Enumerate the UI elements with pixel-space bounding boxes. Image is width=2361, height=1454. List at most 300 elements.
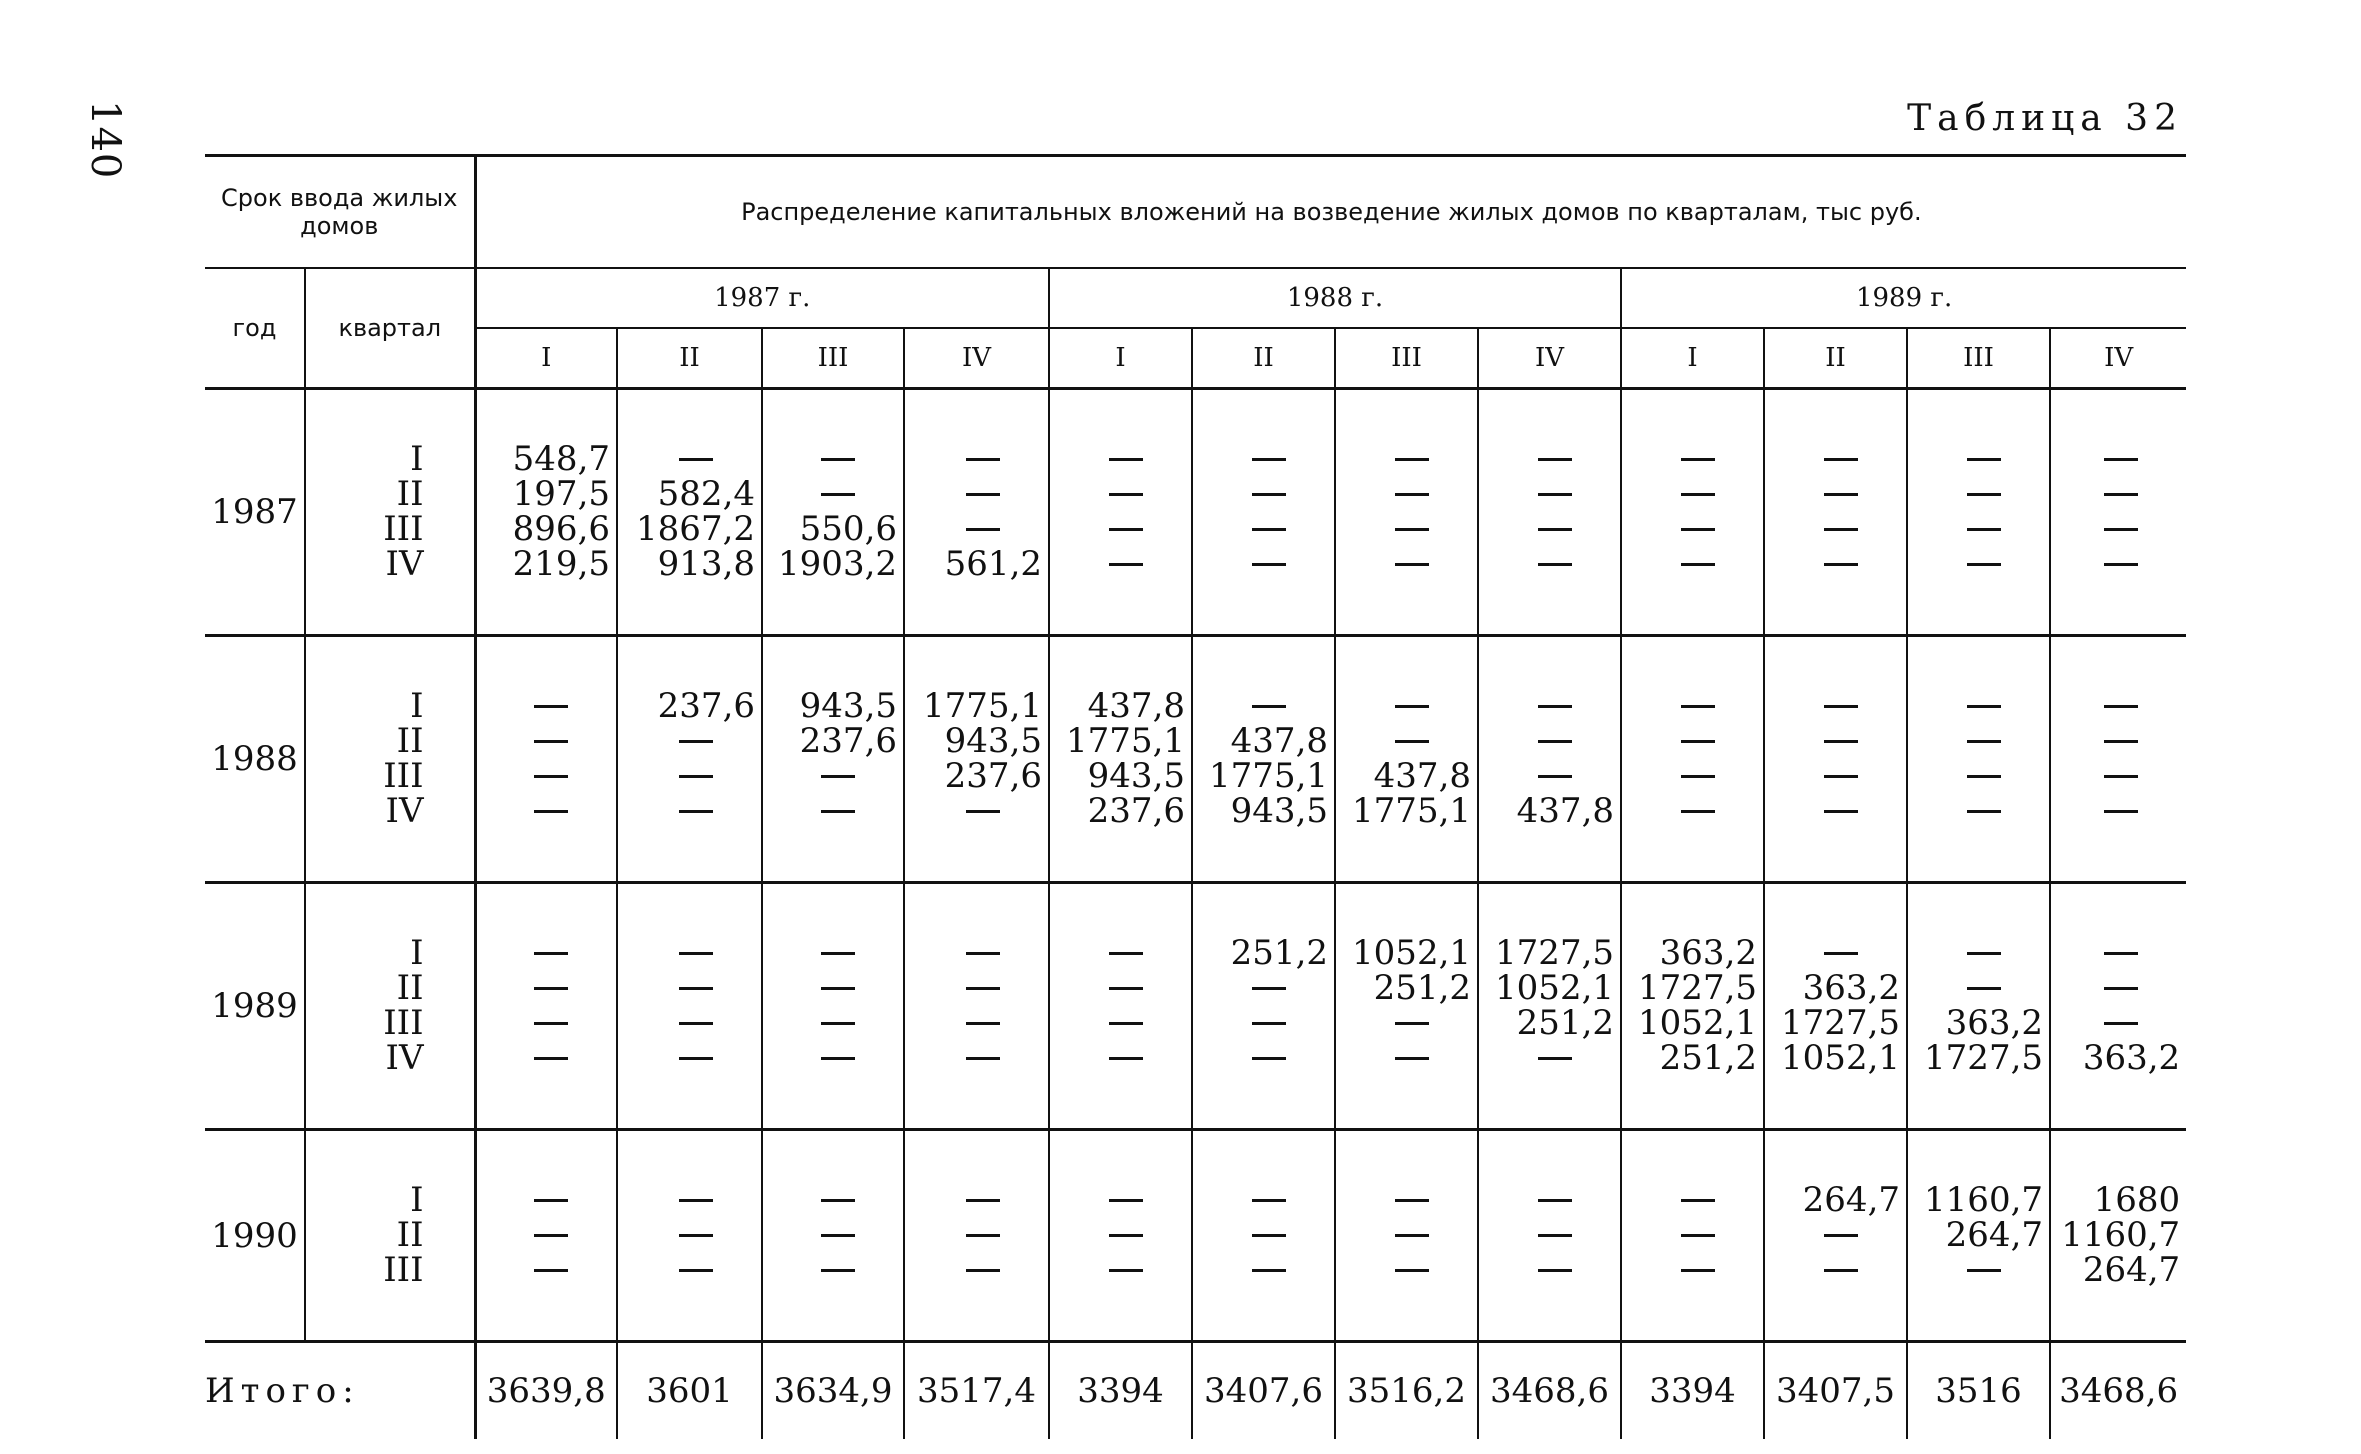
- dash-mark: [1252, 1199, 1286, 1202]
- dash-mark: [1824, 810, 1858, 813]
- year-cell: 1987: [211, 492, 298, 532]
- empty-dash: [1193, 442, 1328, 477]
- dash-mark: [1681, 1269, 1715, 1272]
- empty-dash: [1479, 1183, 1614, 1218]
- dash-mark: [821, 810, 855, 813]
- value-cell: [1478, 896, 1621, 1116]
- quarter-header-6: II: [1192, 328, 1335, 389]
- dash-mark: [679, 1022, 713, 1025]
- empty-dash: [763, 1006, 897, 1041]
- empty-dash: [1336, 477, 1471, 512]
- empty-dash: [1336, 1218, 1471, 1253]
- value-text: 363,2: [2082, 1038, 2181, 1078]
- empty-dash: [1193, 477, 1328, 512]
- value-cell: [1335, 402, 1478, 622]
- value-cell: [1049, 1143, 1192, 1328]
- empty-dash: [1193, 547, 1328, 582]
- empty-dash: [1765, 547, 1900, 582]
- quarter-header-9: I: [1621, 328, 1764, 389]
- value-text: 1775,1: [1066, 721, 1186, 761]
- quarter-header-7: III: [1335, 328, 1478, 389]
- empty-dash: [477, 724, 611, 759]
- empty-dash: [763, 1253, 897, 1288]
- dash-mark: [2104, 563, 2138, 566]
- dash-mark: [534, 1057, 568, 1060]
- empty-dash: [1479, 1041, 1614, 1076]
- empty-dash: [1050, 442, 1185, 477]
- empty-dash: [1050, 1006, 1185, 1041]
- empty-dash: [1908, 1253, 2043, 1288]
- empty-dash: [1765, 759, 1900, 794]
- empty-dash: [1908, 547, 2043, 582]
- empty-dash: [905, 936, 1042, 971]
- value-cell: [904, 402, 1049, 622]
- value-text: 1903,2: [778, 544, 898, 584]
- dash-mark: [821, 987, 855, 990]
- quarter-label: III: [383, 1003, 424, 1043]
- value-cell: [1335, 1143, 1478, 1328]
- empty-dash: [1908, 442, 2043, 477]
- value-cell: [2050, 649, 2186, 869]
- quarter-label: III: [383, 1250, 424, 1290]
- table-title: Таблица 32: [1907, 98, 2183, 139]
- dash-mark: [1681, 458, 1715, 461]
- dash-mark: [1252, 458, 1286, 461]
- dash-mark: [821, 1234, 855, 1237]
- empty-dash: [1479, 724, 1614, 759]
- total-value: 3516,2: [1335, 1342, 1478, 1440]
- empty-dash: [618, 971, 755, 1006]
- empty-dash: [477, 759, 611, 794]
- table-row: [205, 402, 2186, 622]
- dash-mark: [679, 740, 713, 743]
- empty-dash: [1622, 1253, 1757, 1288]
- dash-mark: [1109, 987, 1143, 990]
- empty-dash: [477, 971, 611, 1006]
- dash-mark: [1538, 1199, 1572, 1202]
- dash-mark: [821, 1022, 855, 1025]
- dash-mark: [821, 493, 855, 496]
- quarter-label: IV: [385, 791, 424, 831]
- dash-mark: [966, 810, 1000, 813]
- value-text: 363,2: [1802, 968, 1901, 1008]
- empty-dash: [2051, 794, 2180, 829]
- empty-dash: [1622, 794, 1757, 829]
- value-cell: [1049, 402, 1192, 622]
- dash-mark: [2104, 775, 2138, 778]
- distribution-header: Распределение капитальных вложений на возведение жилых домов по кварталам, тыс руб.: [475, 156, 2186, 269]
- value-text: 437,8: [1230, 721, 1329, 761]
- empty-dash: [1050, 971, 1185, 1006]
- value-cell: [1764, 896, 1907, 1116]
- dash-mark: [1538, 775, 1572, 778]
- value-text: 1680: [2093, 1180, 2181, 1220]
- empty-dash: [618, 1253, 755, 1288]
- dash-mark: [1538, 493, 1572, 496]
- total-value: 3407,5: [1764, 1342, 1907, 1440]
- quarter-header-10: II: [1764, 328, 1907, 389]
- empty-dash: [1908, 794, 2043, 829]
- dash-mark: [1252, 493, 1286, 496]
- totals-label: Итого:: [205, 1371, 360, 1411]
- empty-dash: [1336, 1006, 1471, 1041]
- empty-dash: [477, 1006, 611, 1041]
- empty-dash: [1050, 1041, 1185, 1076]
- empty-dash: [477, 1218, 611, 1253]
- empty-dash: [1336, 1253, 1471, 1288]
- dash-mark: [2104, 987, 2138, 990]
- dash-mark: [1395, 1057, 1429, 1060]
- empty-dash: [2051, 512, 2180, 547]
- quarter-header-5: I: [1049, 328, 1192, 389]
- empty-dash: [1193, 971, 1328, 1006]
- empty-dash: [1765, 477, 1900, 512]
- empty-dash: [763, 759, 897, 794]
- value-text: 437,8: [1087, 686, 1186, 726]
- empty-dash: [905, 794, 1042, 829]
- empty-dash: [618, 1183, 755, 1218]
- value-cell: [475, 649, 617, 869]
- empty-dash: [905, 1041, 1042, 1076]
- value-text: 197,5: [512, 474, 611, 514]
- value-cell: [2050, 1143, 2186, 1328]
- quarter-header-2: II: [617, 328, 762, 389]
- empty-dash: [1765, 936, 1900, 971]
- year-cell: 1989: [211, 986, 298, 1026]
- value-cell: [1764, 402, 1907, 622]
- total-value: 3639,8: [475, 1342, 617, 1440]
- value-cell: [617, 1143, 762, 1328]
- quarter-header-1: I: [475, 328, 617, 389]
- dash-mark: [966, 1022, 1000, 1025]
- empty-dash: [1193, 1218, 1328, 1253]
- quarter-label: III: [383, 756, 424, 796]
- value-text: 943,5: [1230, 791, 1329, 831]
- value-text: 561,2: [944, 544, 1043, 584]
- value-text: 237,6: [799, 721, 898, 761]
- empty-dash: [1908, 759, 2043, 794]
- value-cell: [1478, 649, 1621, 869]
- empty-dash: [1765, 724, 1900, 759]
- dash-mark: [534, 1234, 568, 1237]
- empty-dash: [763, 1218, 897, 1253]
- dash-mark: [1681, 1234, 1715, 1237]
- empty-dash: [1622, 1218, 1757, 1253]
- dash-mark: [534, 775, 568, 778]
- dash-mark: [1538, 740, 1572, 743]
- dash-mark: [1395, 563, 1429, 566]
- empty-dash: [2051, 724, 2180, 759]
- dash-mark: [1395, 528, 1429, 531]
- value-cell: [1192, 402, 1335, 622]
- dash-mark: [1681, 775, 1715, 778]
- empty-dash: [1050, 1253, 1185, 1288]
- dash-mark: [1824, 1269, 1858, 1272]
- value-text: 237,6: [657, 686, 756, 726]
- value-cell: [1764, 649, 1907, 869]
- empty-dash: [618, 759, 755, 794]
- empty-dash: [905, 477, 1042, 512]
- dash-mark: [2104, 493, 2138, 496]
- value-text: 1727,5: [1781, 1003, 1901, 1043]
- empty-dash: [905, 1183, 1042, 1218]
- dash-mark: [1824, 952, 1858, 955]
- dash-mark: [1252, 1234, 1286, 1237]
- empty-dash: [1622, 477, 1757, 512]
- dash-mark: [1538, 528, 1572, 531]
- dash-mark: [2104, 528, 2138, 531]
- dash-mark: [534, 705, 568, 708]
- data-table-container: [205, 154, 2185, 1439]
- dash-mark: [1109, 563, 1143, 566]
- dash-mark: [1538, 563, 1572, 566]
- value-cell: [762, 402, 904, 622]
- value-cell: [1335, 649, 1478, 869]
- empty-dash: [763, 442, 897, 477]
- quarter-list: [305, 402, 475, 622]
- empty-dash: [2051, 547, 2180, 582]
- dash-mark: [1395, 1269, 1429, 1272]
- empty-dash: [1622, 759, 1757, 794]
- quarter-header-12: IV: [2050, 328, 2186, 389]
- dash-mark: [679, 775, 713, 778]
- dash-mark: [1824, 458, 1858, 461]
- dash-mark: [679, 810, 713, 813]
- dash-mark: [1967, 705, 2001, 708]
- dash-mark: [821, 1269, 855, 1272]
- capital-investment-table: [205, 154, 2186, 1439]
- dash-mark: [1824, 705, 1858, 708]
- value-text: 1775,1: [1209, 756, 1329, 796]
- dash-mark: [821, 1199, 855, 1202]
- value-cell: [1335, 896, 1478, 1116]
- empty-dash: [1336, 547, 1471, 582]
- total-value: 3468,6: [1478, 1342, 1621, 1440]
- empty-dash: [905, 442, 1042, 477]
- dash-mark: [1824, 740, 1858, 743]
- dash-mark: [966, 1269, 1000, 1272]
- value-text: 550,6: [799, 509, 898, 549]
- total-value: 3394: [1049, 1342, 1192, 1440]
- value-text: 582,4: [657, 474, 756, 514]
- quarter-label: II: [396, 474, 424, 514]
- total-value: 3407,6: [1192, 1342, 1335, 1440]
- empty-dash: [1336, 1183, 1471, 1218]
- dash-mark: [821, 458, 855, 461]
- value-text: 251,2: [1373, 968, 1472, 1008]
- empty-dash: [1479, 689, 1614, 724]
- value-text: 1727,5: [1495, 933, 1615, 973]
- empty-dash: [1908, 724, 2043, 759]
- empty-dash: [1193, 1041, 1328, 1076]
- value-cell: [1621, 402, 1764, 622]
- dash-mark: [1395, 458, 1429, 461]
- empty-dash: [905, 971, 1042, 1006]
- value-text: 1052,1: [1495, 968, 1615, 1008]
- year-cell: 1990: [211, 1215, 298, 1256]
- empty-dash: [763, 477, 897, 512]
- dash-mark: [1681, 740, 1715, 743]
- empty-dash: [763, 936, 897, 971]
- quarter-list: [305, 649, 475, 869]
- dash-mark: [534, 810, 568, 813]
- quarter-label: IV: [385, 544, 424, 584]
- dash-mark: [1967, 810, 2001, 813]
- value-text: 1052,1: [1638, 1003, 1758, 1043]
- empty-dash: [1765, 442, 1900, 477]
- empty-dash: [618, 794, 755, 829]
- dash-mark: [2104, 740, 2138, 743]
- value-cell: [1049, 896, 1192, 1116]
- empty-dash: [905, 1253, 1042, 1288]
- empty-dash: [2051, 971, 2180, 1006]
- dash-mark: [966, 1234, 1000, 1237]
- empty-dash: [1765, 1218, 1900, 1253]
- quarter-label: I: [410, 933, 424, 973]
- dash-mark: [2104, 458, 2138, 461]
- empty-dash: [618, 1218, 755, 1253]
- empty-dash: [2051, 1006, 2180, 1041]
- dash-mark: [1824, 775, 1858, 778]
- empty-dash: [1622, 512, 1757, 547]
- dash-mark: [2104, 705, 2138, 708]
- value-cell: [1192, 1143, 1335, 1328]
- empty-dash: [1479, 442, 1614, 477]
- empty-dash: [1336, 512, 1471, 547]
- dash-mark: [1967, 563, 2001, 566]
- empty-dash: [1193, 1183, 1328, 1218]
- empty-dash: [477, 1183, 611, 1218]
- empty-dash: [1479, 512, 1614, 547]
- empty-dash: [1193, 512, 1328, 547]
- dash-mark: [1681, 493, 1715, 496]
- empty-dash: [763, 794, 897, 829]
- total-value: 3516: [1907, 1342, 2050, 1440]
- empty-dash: [1336, 1041, 1471, 1076]
- dash-mark: [1538, 705, 1572, 708]
- dash-mark: [1824, 493, 1858, 496]
- empty-dash: [1050, 936, 1185, 971]
- table-row: [205, 649, 2186, 869]
- dash-mark: [1252, 705, 1286, 708]
- empty-dash: [618, 1041, 755, 1076]
- value-cell: [904, 649, 1049, 869]
- quarter-list: [305, 896, 475, 1116]
- empty-dash: [1479, 759, 1614, 794]
- dash-mark: [966, 458, 1000, 461]
- dash-mark: [534, 1269, 568, 1272]
- value-text: 237,6: [1087, 791, 1186, 831]
- value-cell: [1621, 896, 1764, 1116]
- value-cell: [475, 896, 617, 1116]
- dash-mark: [679, 458, 713, 461]
- empty-dash: [1193, 1006, 1328, 1041]
- empty-dash: [2051, 477, 2180, 512]
- dash-mark: [1681, 810, 1715, 813]
- value-cell: [617, 896, 762, 1116]
- value-cell: [1907, 1143, 2050, 1328]
- dash-mark: [1109, 1234, 1143, 1237]
- empty-dash: [477, 689, 611, 724]
- dash-mark: [966, 1057, 1000, 1060]
- empty-dash: [618, 442, 755, 477]
- total-value: 3517,4: [904, 1342, 1049, 1440]
- dash-mark: [1967, 493, 2001, 496]
- empty-dash: [1050, 512, 1185, 547]
- empty-dash: [1765, 794, 1900, 829]
- quarter-column-header: квартал: [305, 268, 475, 389]
- quarter-label: II: [396, 968, 424, 1008]
- empty-dash: [1765, 1253, 1900, 1288]
- value-cell: [1621, 649, 1764, 869]
- dash-mark: [679, 1269, 713, 1272]
- dash-mark: [679, 1057, 713, 1060]
- value-text: 251,2: [1659, 1038, 1758, 1078]
- quarter-label: I: [410, 1180, 424, 1220]
- value-text: 1052,1: [1781, 1038, 1901, 1078]
- dash-mark: [821, 775, 855, 778]
- empty-dash: [1622, 547, 1757, 582]
- dash-mark: [1967, 1269, 2001, 1272]
- empty-dash: [905, 512, 1042, 547]
- dash-mark: [1395, 705, 1429, 708]
- dash-mark: [1967, 458, 2001, 461]
- value-text: 913,8: [657, 544, 756, 584]
- empty-dash: [2051, 689, 2180, 724]
- dash-mark: [1395, 1234, 1429, 1237]
- quarter-header-3: III: [762, 328, 904, 389]
- empty-dash: [2051, 936, 2180, 971]
- dash-mark: [1395, 740, 1429, 743]
- page-number: 140: [82, 100, 128, 180]
- empty-dash: [1908, 971, 2043, 1006]
- value-text: 1727,5: [1638, 968, 1758, 1008]
- value-text: 548,7: [512, 439, 611, 479]
- dash-mark: [1395, 1199, 1429, 1202]
- table-row: [205, 1143, 2186, 1328]
- dash-mark: [821, 1057, 855, 1060]
- empty-dash: [618, 1006, 755, 1041]
- value-cell: [1478, 402, 1621, 622]
- quarter-header-8: IV: [1478, 328, 1621, 389]
- value-text: 251,2: [1230, 933, 1329, 973]
- value-text: 896,6: [512, 509, 611, 549]
- value-cell: [1764, 1143, 1907, 1328]
- empty-dash: [1622, 689, 1757, 724]
- dash-mark: [1252, 563, 1286, 566]
- dash-mark: [1538, 1057, 1572, 1060]
- empty-dash: [1908, 512, 2043, 547]
- empty-dash: [1050, 1218, 1185, 1253]
- value-cell: [762, 649, 904, 869]
- year-header-1989: 1989 г.: [1621, 268, 2186, 328]
- empty-dash: [763, 971, 897, 1006]
- dash-mark: [1109, 493, 1143, 496]
- total-value: 3634,9: [762, 1342, 904, 1440]
- dash-mark: [966, 952, 1000, 955]
- empty-dash: [1908, 477, 2043, 512]
- empty-dash: [477, 794, 611, 829]
- value-text: 237,6: [944, 756, 1043, 796]
- value-text: 943,5: [799, 686, 898, 726]
- dash-mark: [1824, 1234, 1858, 1237]
- empty-dash: [1479, 477, 1614, 512]
- empty-dash: [2051, 759, 2180, 794]
- value-text: 219,5: [512, 544, 611, 584]
- empty-dash: [1050, 1183, 1185, 1218]
- dash-mark: [1109, 1022, 1143, 1025]
- dash-mark: [1967, 528, 2001, 531]
